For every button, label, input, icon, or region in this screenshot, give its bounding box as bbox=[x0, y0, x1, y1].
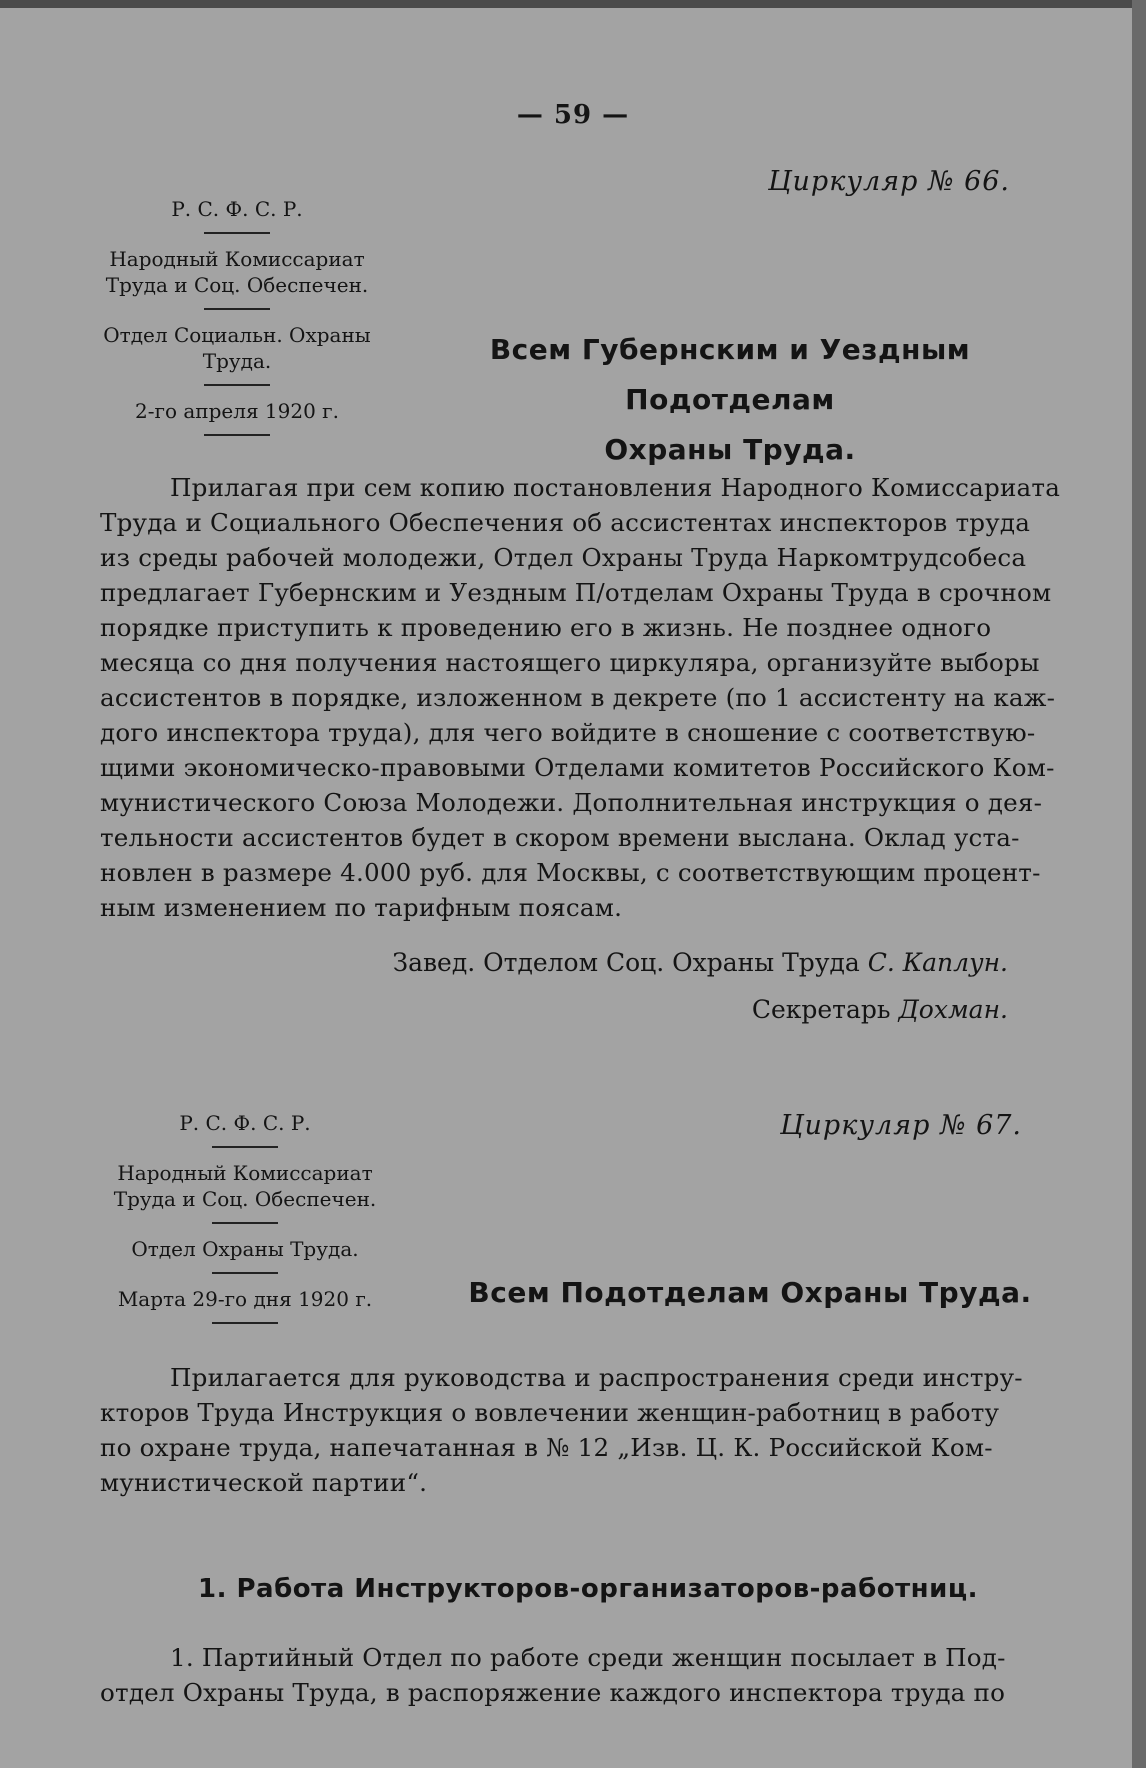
heading-line-1: Всем Губернским и Уездным Подотделам bbox=[489, 333, 971, 416]
text-line: отдел Охраны Труда, в распоряжение каждого инспектора труда по bbox=[100, 1678, 1006, 1707]
circular-67-number: Циркуляр № 67. bbox=[780, 1110, 1023, 1141]
department-line-1: Отдел Социальн. Охраны bbox=[103, 323, 371, 347]
signature-head-name: С. Каплун. bbox=[867, 948, 1008, 977]
department: Отдел Охраны Труда. bbox=[131, 1237, 359, 1261]
signature-head-title: Завед. Отделом Соц. Охраны Труда bbox=[392, 948, 860, 977]
page-number: — 59 — bbox=[516, 100, 630, 130]
divider bbox=[204, 384, 270, 386]
text-line: ассистентов в порядке, изложенном в декрете (по 1 ассистенту на каж- bbox=[100, 683, 1056, 712]
text-line: по охране труда, напечатанная в № 12 „Изв. Ц. К. Российской Ком- bbox=[100, 1433, 993, 1462]
commissariat-line-2: Труда и Соц. Обеспечен. bbox=[105, 273, 369, 297]
text-line: новлен в размере 4.000 руб. для Москвы, с соответствующим процент- bbox=[100, 858, 1041, 887]
text-line: из среды рабочей молодежи, Отдел Охраны Труда Наркомтрудсобеса bbox=[100, 543, 1027, 572]
text-line: мунистической партии“. bbox=[100, 1468, 428, 1497]
circular-67-heading: Всем Подотделам Охраны Труда. bbox=[468, 1276, 1032, 1309]
section-title: 1. Работа Инструкторов-организаторов-работниц. bbox=[197, 1574, 979, 1604]
divider bbox=[204, 308, 270, 310]
circular-66-body bbox=[100, 470, 1076, 925]
text-line: мунистического Союза Молодежи. Дополнительная инструкция о дея- bbox=[100, 788, 1043, 817]
circular-66-letterhead bbox=[96, 196, 378, 448]
circular-66-heading bbox=[400, 325, 1060, 475]
divider bbox=[212, 1322, 278, 1324]
circular-67-letterhead bbox=[100, 1110, 390, 1336]
text-line: дого инспектора труда), для чего войдите в сношение с соответствую- bbox=[100, 718, 1036, 747]
commissariat-line-1: Народный Комиссариат bbox=[117, 1161, 373, 1185]
heading-line-2: Охраны Труда. bbox=[604, 433, 856, 466]
text-line: ным изменением по тарифным поясам. bbox=[100, 893, 623, 922]
signature-head bbox=[393, 948, 1009, 977]
text-line: предлагает Губернским и Уездным П/отделам Охраны Труда в срочном bbox=[100, 578, 1052, 607]
commissariat-line-2: Труда и Соц. Обеспечен. bbox=[113, 1187, 377, 1211]
state-name: Р. С. Ф. С. Р. bbox=[179, 1111, 311, 1135]
text-line: щими экономическо-правовыми Отделами комитетов Российского Ком- bbox=[100, 753, 1055, 782]
text-line: Прилагая при сем копию постановления Народного Комиссариата bbox=[170, 473, 1061, 502]
divider bbox=[204, 232, 270, 234]
department-line-2: Труда. bbox=[202, 349, 272, 373]
commissariat-line-1: Народный Комиссариат bbox=[109, 247, 365, 271]
section-body bbox=[100, 1640, 1076, 1710]
text-line: месяца со дня получения настоящего циркуляра, организуйте выборы bbox=[100, 648, 1040, 677]
text-line: 1. Партийный Отдел по работе среди женщин посылает в Под- bbox=[170, 1643, 1006, 1672]
text-line: Прилагается для руководства и распространения среди инстру- bbox=[170, 1363, 1023, 1392]
state-name: Р. С. Ф. С. Р. bbox=[171, 197, 303, 221]
divider bbox=[212, 1146, 278, 1148]
text-line: кторов Труда Инструкция о вовлечении женщин-работниц в работу bbox=[100, 1398, 1000, 1427]
divider bbox=[212, 1222, 278, 1224]
divider bbox=[204, 434, 270, 436]
text-line: тельности ассистентов будет в скором времени выслана. Оклад уста- bbox=[100, 823, 1020, 852]
text-line: порядке приступить к проведению его в жизнь. Не позднее одного bbox=[100, 613, 992, 642]
scan-right-edge bbox=[1132, 0, 1146, 1768]
scan-top-edge bbox=[0, 0, 1146, 8]
circular-67-body bbox=[100, 1360, 1076, 1500]
signature-secretary-name: Дохман. bbox=[898, 995, 1008, 1024]
text-line: Труда и Социального Обеспечения об ассистентах инспекторов труда bbox=[100, 508, 1031, 537]
issue-date: 2-го апреля 1920 г. bbox=[134, 399, 340, 423]
circular-66-number: Циркуляр № 66. bbox=[768, 166, 1011, 197]
divider bbox=[212, 1272, 278, 1274]
signature-secretary-title: Секретарь bbox=[751, 995, 891, 1024]
issue-date: Марта 29-го дня 1920 г. bbox=[117, 1287, 373, 1311]
signature-secretary bbox=[752, 995, 1008, 1024]
